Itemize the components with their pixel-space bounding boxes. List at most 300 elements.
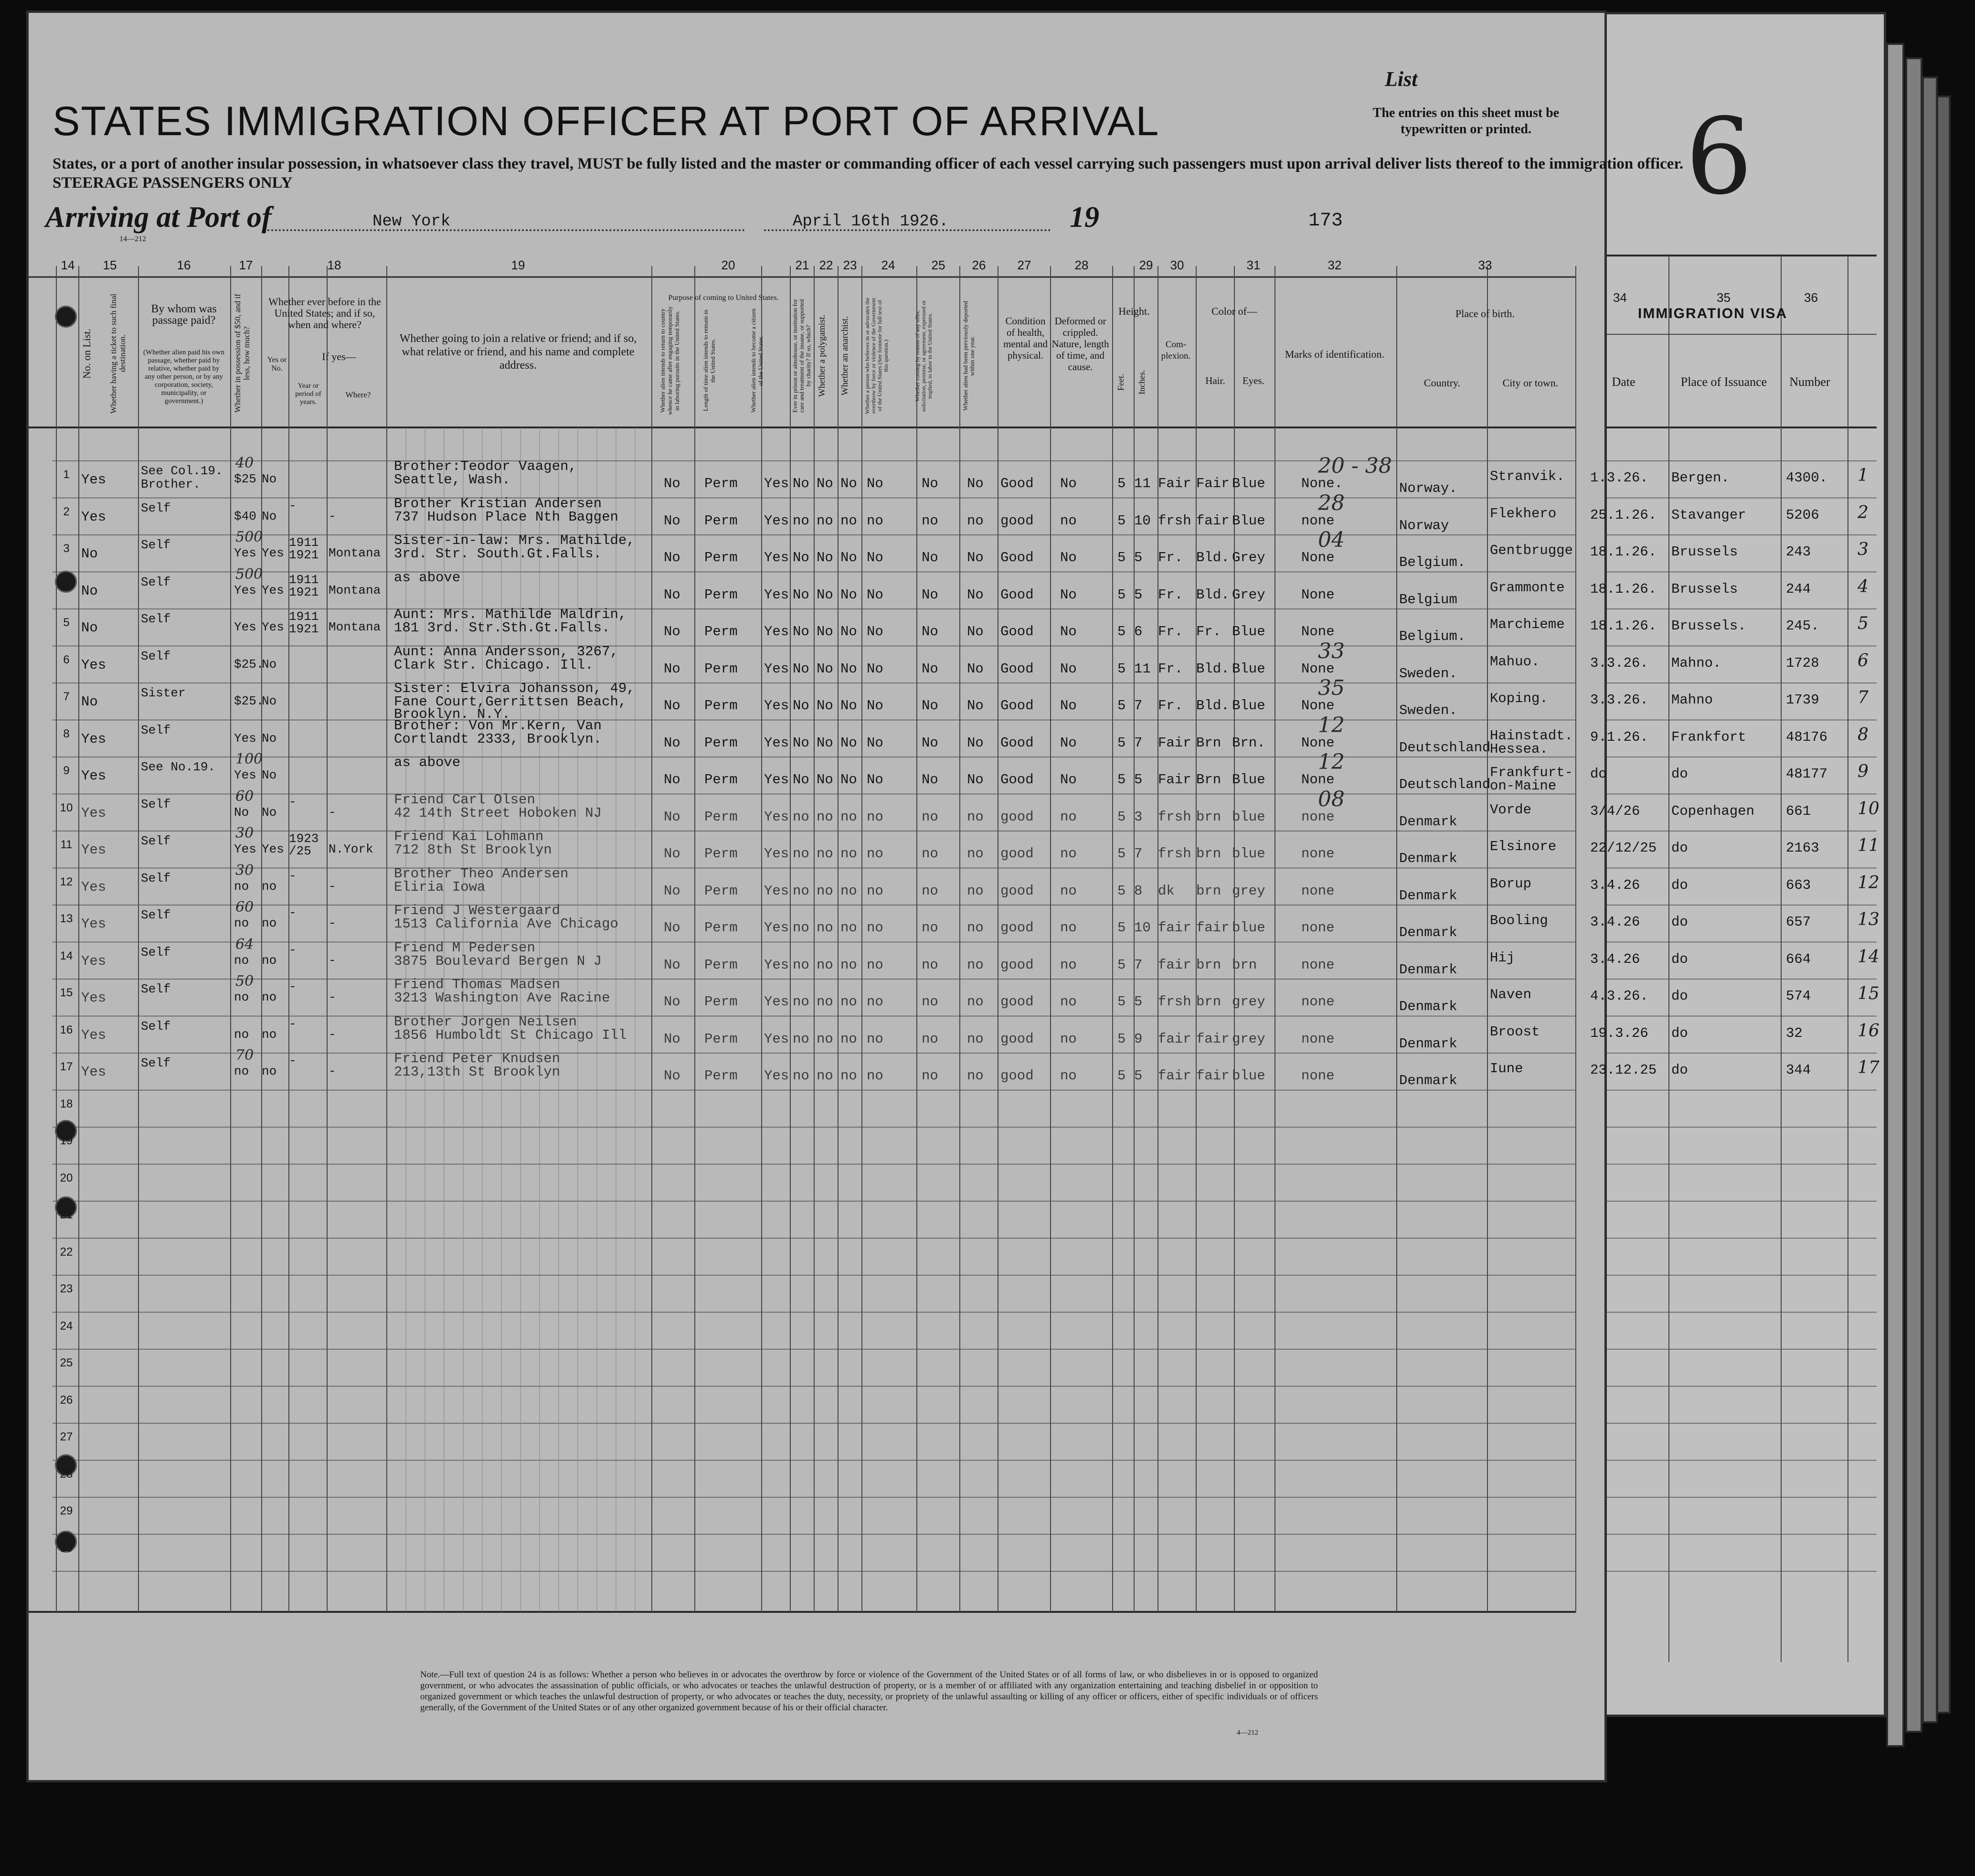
cell-paid: Self: [141, 834, 171, 848]
header-purpose: Purpose of coming to United States.: [668, 294, 779, 302]
cell-year: 1923 /25: [289, 831, 319, 858]
cell-hair: Fair: [1196, 476, 1230, 491]
cell-anarch: no: [840, 846, 857, 862]
cell-complexion: frsh: [1158, 512, 1191, 529]
cell-complexion: fair: [1158, 1068, 1191, 1084]
handwritten-amount: 30: [235, 862, 254, 879]
cell-year: -: [289, 980, 297, 994]
cell-hair: brn: [1196, 883, 1221, 899]
cell-cit: Yes: [764, 1068, 789, 1084]
cell-in: 11: [1134, 476, 1151, 491]
row-number: 15: [60, 986, 73, 999]
cell-len: Perm: [704, 512, 738, 529]
cell-money: Yes: [234, 583, 256, 597]
header-hair: Hair.: [1205, 375, 1225, 386]
cell-cit: Yes: [764, 550, 789, 565]
cell-deformed: no: [1060, 883, 1077, 899]
cell-ret: No: [664, 846, 680, 862]
cell-q24: no: [867, 846, 883, 862]
cell-offer: No: [922, 624, 938, 640]
column-number: 25: [931, 258, 945, 272]
cell-eyes: Blue: [1232, 512, 1265, 529]
cell-eyes: Blue: [1232, 661, 1265, 677]
cell-join: 213,13th St Brooklyn: [394, 1064, 561, 1080]
cell-hair: Bld.: [1196, 661, 1230, 677]
cell-prison: No: [793, 661, 809, 677]
cell-poly: no: [817, 920, 833, 936]
list-label: List: [1385, 67, 1418, 91]
cell-join: 1856 Humboldt St Chicago Ill: [394, 1027, 627, 1043]
cell-country: Belgium: [1399, 591, 1457, 608]
header-polygamist: Whether a polygamist.: [817, 314, 827, 397]
cell-vdate: 18.1.26.: [1590, 544, 1657, 560]
cell-before: Yes: [262, 842, 284, 856]
cell-eyes: Blue: [1232, 698, 1265, 714]
visa-header-number: Number: [1789, 375, 1830, 389]
cell-prison: no: [793, 1068, 809, 1084]
row-number: 11: [60, 838, 73, 851]
cell-in: 5: [1134, 994, 1143, 1010]
column-number: 30: [1170, 258, 1184, 272]
cell-ret: No: [664, 809, 680, 825]
cell-prison: no: [793, 883, 809, 899]
cell-anarch: no: [840, 994, 857, 1010]
cell-ret: No: [664, 661, 680, 677]
cell-len: Perm: [704, 624, 738, 640]
cell-ticket: Yes: [81, 472, 106, 488]
cell-vplace: do: [1671, 914, 1688, 930]
cell-country: Denmark: [1399, 851, 1457, 866]
cell-before: no: [262, 879, 277, 894]
cell-ticket: Yes: [81, 842, 106, 858]
cell-money: Yes: [234, 731, 256, 746]
cell-prison: no: [793, 846, 809, 862]
cell-ft: 5: [1117, 735, 1126, 751]
cell-anarch: No: [840, 476, 857, 491]
cell-vdate: 18.1.26.: [1590, 581, 1657, 597]
cell-marks: None: [1301, 698, 1335, 714]
cell-money: no: [234, 1027, 249, 1042]
cell-ft: 5: [1117, 809, 1126, 825]
cell-len: Perm: [704, 772, 738, 788]
cell-ticket: Yes: [81, 805, 106, 821]
cell-in: 7: [1134, 735, 1143, 751]
cell-eyes: blue: [1232, 920, 1265, 936]
cell-hair: brn: [1196, 957, 1221, 973]
cell-len: Perm: [704, 920, 738, 936]
cell-cit: Yes: [764, 957, 789, 973]
cell-paid: See Col.19. Brother.: [141, 464, 223, 491]
cell-ticket: Yes: [81, 731, 106, 747]
cell-marks: None: [1301, 586, 1335, 603]
header-passage-paid: By whom was passage paid?: [151, 303, 217, 327]
cell-country: Deutschland: [1399, 777, 1491, 792]
handwritten-amount: 100: [235, 751, 263, 767]
row-number: 22: [60, 1245, 73, 1258]
cell-country: Denmark: [1399, 813, 1457, 830]
cell-marks: None: [1301, 661, 1335, 677]
cell-deformed: No: [1060, 735, 1077, 751]
row-number: 17: [60, 1060, 73, 1073]
cell-cit: Yes: [764, 920, 789, 936]
cell-join: Brother:Teodor Vaagen,: [394, 458, 577, 474]
row-number: 13: [60, 912, 73, 925]
cell-before: No: [262, 805, 277, 820]
cell-country: Denmark: [1399, 1035, 1457, 1052]
cell-country: Deutschland: [1399, 739, 1491, 756]
port-value: New York: [372, 213, 451, 231]
cell-marks: None: [1301, 550, 1335, 565]
cell-paid: Sister: [141, 686, 186, 700]
cell-complexion: frsh: [1158, 809, 1191, 825]
cell-deformed: No: [1060, 698, 1077, 714]
cell-hair: brn: [1196, 809, 1221, 825]
row-number: 30: [60, 1541, 73, 1555]
cell-join: 42 14th Street Hoboken NJ: [394, 805, 602, 821]
header-before-years: Year or period of years.: [295, 382, 321, 406]
cell-year: 1911 1921: [289, 535, 319, 562]
form-title: STATES IMMIGRATION OFFICER AT PORT OF ARRIVAL: [53, 98, 1160, 144]
cell-where: Montana: [329, 546, 381, 560]
right-margin-row-number: 4: [1858, 576, 1869, 597]
cell-before: no: [262, 1027, 277, 1042]
header-height-inches: Inches.: [1137, 370, 1147, 394]
cell-hair: fair: [1196, 920, 1230, 936]
cell-complexion: dk: [1158, 883, 1175, 899]
cell-offer: no: [922, 1068, 938, 1084]
right-margin-row-number: 16: [1858, 1021, 1879, 1041]
cell-marks: none: [1301, 1031, 1335, 1047]
cell-len: Perm: [704, 698, 738, 714]
cell-complexion: fair: [1158, 1031, 1191, 1047]
cell-poly: no: [817, 994, 833, 1010]
cell-prison: No: [793, 586, 809, 603]
cell-vplace: do: [1671, 988, 1688, 1004]
stacked-sheet-edge: [1936, 96, 1951, 1714]
cell-vdate: 18.1.26.: [1590, 618, 1657, 634]
cell-before: Yes: [262, 620, 284, 634]
cell-country: Denmark: [1399, 1073, 1457, 1088]
cell-country: Norway.: [1399, 480, 1457, 496]
cell-city: Naven: [1490, 987, 1532, 1002]
cell-cit: Yes: [764, 994, 789, 1010]
cell-city: Mahuo.: [1490, 653, 1540, 670]
cell-vdate: 3.3.26.: [1590, 655, 1648, 671]
cell-health: good: [1000, 1068, 1034, 1084]
cell-before: No: [262, 472, 277, 486]
cell-paid: Self: [141, 538, 171, 552]
cell-anarch: No: [840, 772, 857, 788]
cell-paid: Self: [141, 797, 171, 811]
cell-offer: no: [922, 512, 938, 529]
cell-ret: No: [664, 920, 680, 936]
cell-year: 1911 1921: [289, 572, 319, 599]
cell-before: No: [262, 731, 277, 746]
cell-marks: none: [1301, 920, 1335, 936]
cell-cit: Yes: [764, 698, 789, 714]
row-number: 20: [60, 1171, 73, 1184]
cell-where: -: [329, 916, 336, 930]
cell-cit: Yes: [764, 586, 789, 603]
header-prison: Ever in prison or almshouse, or institution for care and treatment of the insane, or supported by charity? If so, which?: [791, 299, 812, 413]
cell-city: Frankfurt- on-Maine: [1490, 765, 1573, 794]
right-margin-row-number: 14: [1858, 947, 1879, 967]
cell-vdate: 3/4/26: [1590, 803, 1640, 819]
cell-marks: none: [1301, 883, 1335, 899]
cell-anarch: No: [840, 586, 857, 603]
cell-country: Denmark: [1399, 999, 1457, 1014]
cell-vnum: 1728: [1786, 655, 1819, 671]
row-number: 29: [60, 1504, 73, 1517]
cell-prison: no: [793, 1031, 809, 1047]
cell-ticket: Yes: [81, 990, 106, 1006]
column-number: 23: [843, 258, 857, 272]
cell-cit: Yes: [764, 809, 789, 825]
right-margin-row-number: 7: [1858, 688, 1869, 707]
cell-join: 3875 Boulevard Bergen N J: [394, 953, 602, 969]
cell-hair: Bld.: [1196, 550, 1230, 565]
header-passage-paid-note: (Whether alien paid his own passage, whether paid by relative, whether paid by any other person, or by any corporation, society, municipality, or government.): [143, 349, 224, 405]
cell-len: Perm: [704, 957, 738, 973]
cell-vdate: 22/12/25: [1590, 840, 1657, 856]
cell-marks: none: [1301, 809, 1335, 825]
header-deformed: Deformed or crippled. Nature, length of time, and cause.: [1051, 315, 1109, 373]
cell-country: Belgium.: [1399, 554, 1466, 570]
cell-year: -: [289, 868, 297, 883]
header-height-feet: Feet.: [1116, 373, 1126, 391]
cell-vdate: 23.12.25: [1590, 1062, 1657, 1078]
cell-deported: No: [967, 586, 984, 603]
cell-vplace: Brussels.: [1671, 618, 1746, 634]
cell-hair: fair: [1196, 1068, 1230, 1084]
cell-in: 5: [1134, 550, 1143, 565]
cell-year: 1911 1921: [289, 609, 319, 636]
cell-money: no: [234, 990, 249, 1004]
cell-len: Perm: [704, 661, 738, 677]
cell-ft: 5: [1117, 476, 1126, 491]
form-subtitle: States, or a port of another insular possession, in whatsoever class they travel, MUST be fully listed and the master or commanding officer of each vessel carrying such passengers must upon arrival deliver lists thereof to the immigration officer.: [53, 155, 1684, 172]
cell-money: Yes: [234, 842, 256, 856]
row-number: 27: [60, 1430, 73, 1443]
cell-eyes: blue: [1232, 809, 1265, 825]
cell-q24: No: [867, 550, 883, 565]
cell-ft: 5: [1117, 1031, 1126, 1047]
cell-vplace: do: [1671, 877, 1688, 893]
cell-cit: Yes: [764, 1031, 789, 1047]
cell-prison: No: [793, 624, 809, 640]
header-no-on-list: No. on List.: [81, 328, 93, 379]
cell-year: -: [289, 906, 297, 920]
cell-complexion: Fr.: [1158, 550, 1183, 565]
header-ticket: Whether having a ticket to such final destination.: [109, 293, 127, 414]
cell-q24: No: [867, 772, 883, 788]
cell-deported: no: [967, 846, 984, 862]
cell-where: -: [329, 805, 336, 820]
header-city: City or town.: [1502, 377, 1559, 389]
row-number: 24: [60, 1319, 73, 1332]
cell-join: Fane Court,Gerrittsen Beach,: [394, 694, 627, 710]
cell-join: Friend Kai Lohmann: [394, 829, 544, 844]
cell-cit: Yes: [764, 735, 789, 751]
cell-in: 6: [1134, 624, 1143, 640]
cell-year: -: [289, 942, 297, 957]
header-place-of-birth: Place of birth.: [1455, 308, 1515, 320]
cell-join: Friend Carl Olsen: [394, 791, 535, 808]
cell-join: 3213 Washington Ave Racine: [394, 990, 610, 1006]
cell-deformed: No: [1060, 772, 1077, 788]
cell-offer: No: [922, 661, 938, 677]
cell-poly: no: [817, 512, 833, 529]
cell-prison: no: [793, 920, 809, 936]
cell-complexion: Fr.: [1158, 624, 1183, 640]
cell-in: 7: [1134, 846, 1143, 862]
cell-hair: fair: [1196, 512, 1230, 529]
cell-q24: no: [867, 883, 883, 899]
cell-cit: Yes: [764, 883, 789, 899]
cell-anarch: No: [840, 735, 857, 751]
cell-vnum: 657: [1786, 914, 1811, 930]
header-marks: Marks of identification.: [1285, 348, 1385, 360]
cell-ret: No: [664, 698, 680, 714]
row-number: 21: [60, 1208, 73, 1221]
cell-ticket: Yes: [81, 509, 106, 525]
cell-anarch: no: [840, 1031, 857, 1047]
cell-ret: No: [664, 772, 680, 788]
cell-deported: No: [967, 476, 984, 491]
row-number: 18: [60, 1097, 73, 1110]
cell-q24: no: [867, 994, 883, 1010]
cell-deformed: No: [1060, 586, 1077, 603]
cell-vdate: 3.4.26: [1590, 914, 1640, 930]
cell-year: -: [289, 498, 297, 513]
cell-complexion: frsh: [1158, 846, 1191, 862]
cell-money: Yes: [234, 620, 256, 634]
cell-vdate: 19.3.26: [1590, 1025, 1648, 1041]
cell-join: Sister: Elvira Johansson, 49,: [394, 681, 635, 696]
cell-where: Montana: [329, 620, 381, 634]
cell-eyes: Blue: [1232, 476, 1265, 491]
cell-hair: fair: [1196, 1031, 1230, 1047]
cell-join: 181 3rd. Str.Sth.Gt.Falls.: [394, 620, 610, 636]
cell-ret: No: [664, 1068, 680, 1084]
cell-offer: No: [922, 550, 938, 565]
cell-deformed: No: [1060, 624, 1077, 640]
cell-vnum: 243: [1786, 544, 1811, 560]
row-number: 8: [63, 727, 70, 740]
column-number: 21: [795, 258, 809, 272]
cell-cit: Yes: [764, 512, 789, 529]
cell-poly: No: [817, 476, 833, 491]
cell-health: Good: [1000, 586, 1034, 603]
cell-offer: No: [922, 698, 938, 714]
cell-join: Eliria Iowa: [394, 879, 486, 895]
cell-vnum: 244: [1786, 581, 1811, 597]
cell-ft: 5: [1117, 550, 1126, 565]
row-number: 10: [60, 801, 73, 814]
cell-len: Perm: [704, 476, 738, 491]
cell-ticket: Yes: [81, 768, 106, 784]
cell-vnum: 574: [1786, 988, 1811, 1004]
cell-in: 5: [1134, 772, 1143, 788]
cell-health: good: [1000, 846, 1034, 862]
column-number: 26: [972, 258, 986, 272]
row-number: 16: [60, 1023, 73, 1036]
cell-q24: No: [867, 698, 883, 714]
cell-deformed: no: [1060, 846, 1077, 862]
cell-ft: 5: [1117, 920, 1126, 936]
cell-where: N.York: [329, 842, 373, 856]
cell-marks: none: [1301, 512, 1335, 529]
cell-ticket: No: [81, 546, 98, 562]
cell-complexion: fair: [1158, 920, 1191, 936]
cell-city: Grammonte: [1490, 579, 1565, 596]
entries-note: The entries on this sheet must be typewritten or printed.: [1372, 106, 1560, 137]
cell-money: $40: [234, 509, 256, 523]
cell-poly: No: [817, 624, 833, 640]
cell-money: Yes: [234, 768, 256, 782]
cell-offer: No: [922, 772, 938, 788]
cell-vplace: Mahno.: [1671, 655, 1721, 671]
cell-year: -: [289, 1016, 297, 1031]
cell-vplace: Mahno: [1671, 692, 1713, 708]
cell-eyes: Blue: [1232, 624, 1265, 640]
cell-ticket: Yes: [81, 916, 106, 932]
handwritten-amount: 500: [235, 565, 263, 583]
cell-complexion: Fair: [1158, 476, 1191, 491]
header-color-of: Color of—: [1211, 305, 1257, 317]
cell-ret: No: [664, 624, 680, 640]
handwritten-amount: 50: [235, 973, 254, 990]
visa-header-place: Place of Issuance: [1680, 375, 1767, 389]
stacked-sheet-edge: [1922, 76, 1938, 1723]
cell-offer: no: [922, 994, 938, 1010]
cell-poly: no: [817, 846, 833, 862]
cell-year: -: [289, 1054, 297, 1068]
cell-eyes: grey: [1232, 994, 1265, 1010]
cell-vplace: do: [1671, 1062, 1688, 1078]
handwritten-sheet-number: 6: [1686, 96, 1752, 218]
cell-deported: no: [967, 883, 984, 899]
cell-ft: 5: [1117, 1068, 1126, 1084]
handwritten-mark-number: 12: [1318, 713, 1345, 737]
cell-vdate: do: [1590, 766, 1607, 782]
cell-deported: No: [967, 624, 984, 640]
column-number: 20: [721, 258, 735, 272]
cell-ft: 5: [1117, 957, 1126, 973]
cell-health: good: [1000, 883, 1034, 899]
right-margin-row-number: 13: [1858, 910, 1879, 929]
cell-poly: No: [817, 550, 833, 565]
header-purpose-citizen: Whether alien intends to become a citizen of the United States.: [750, 308, 764, 413]
cell-ret: No: [664, 957, 680, 973]
cell-deported: No: [967, 550, 984, 565]
cell-anarch: no: [840, 512, 857, 529]
cell-vnum: 1739: [1786, 692, 1819, 708]
cell-poly: no: [817, 809, 833, 825]
cell-join: as above: [394, 569, 461, 586]
cell-city: Koping.: [1490, 691, 1548, 706]
cell-join: Brother Theo Andersen: [394, 865, 569, 882]
cell-ret: No: [664, 1031, 680, 1047]
cell-offer: no: [922, 846, 938, 862]
cell-money: no: [234, 879, 249, 894]
cell-paid: Self: [141, 982, 171, 996]
right-margin-row-number: 8: [1858, 725, 1869, 745]
right-margin-row-number: 11: [1858, 836, 1879, 855]
cell-complexion: Fr.: [1158, 586, 1183, 603]
handwritten-amount: 60: [235, 899, 254, 916]
cell-city: Gentbrugge: [1490, 543, 1573, 558]
